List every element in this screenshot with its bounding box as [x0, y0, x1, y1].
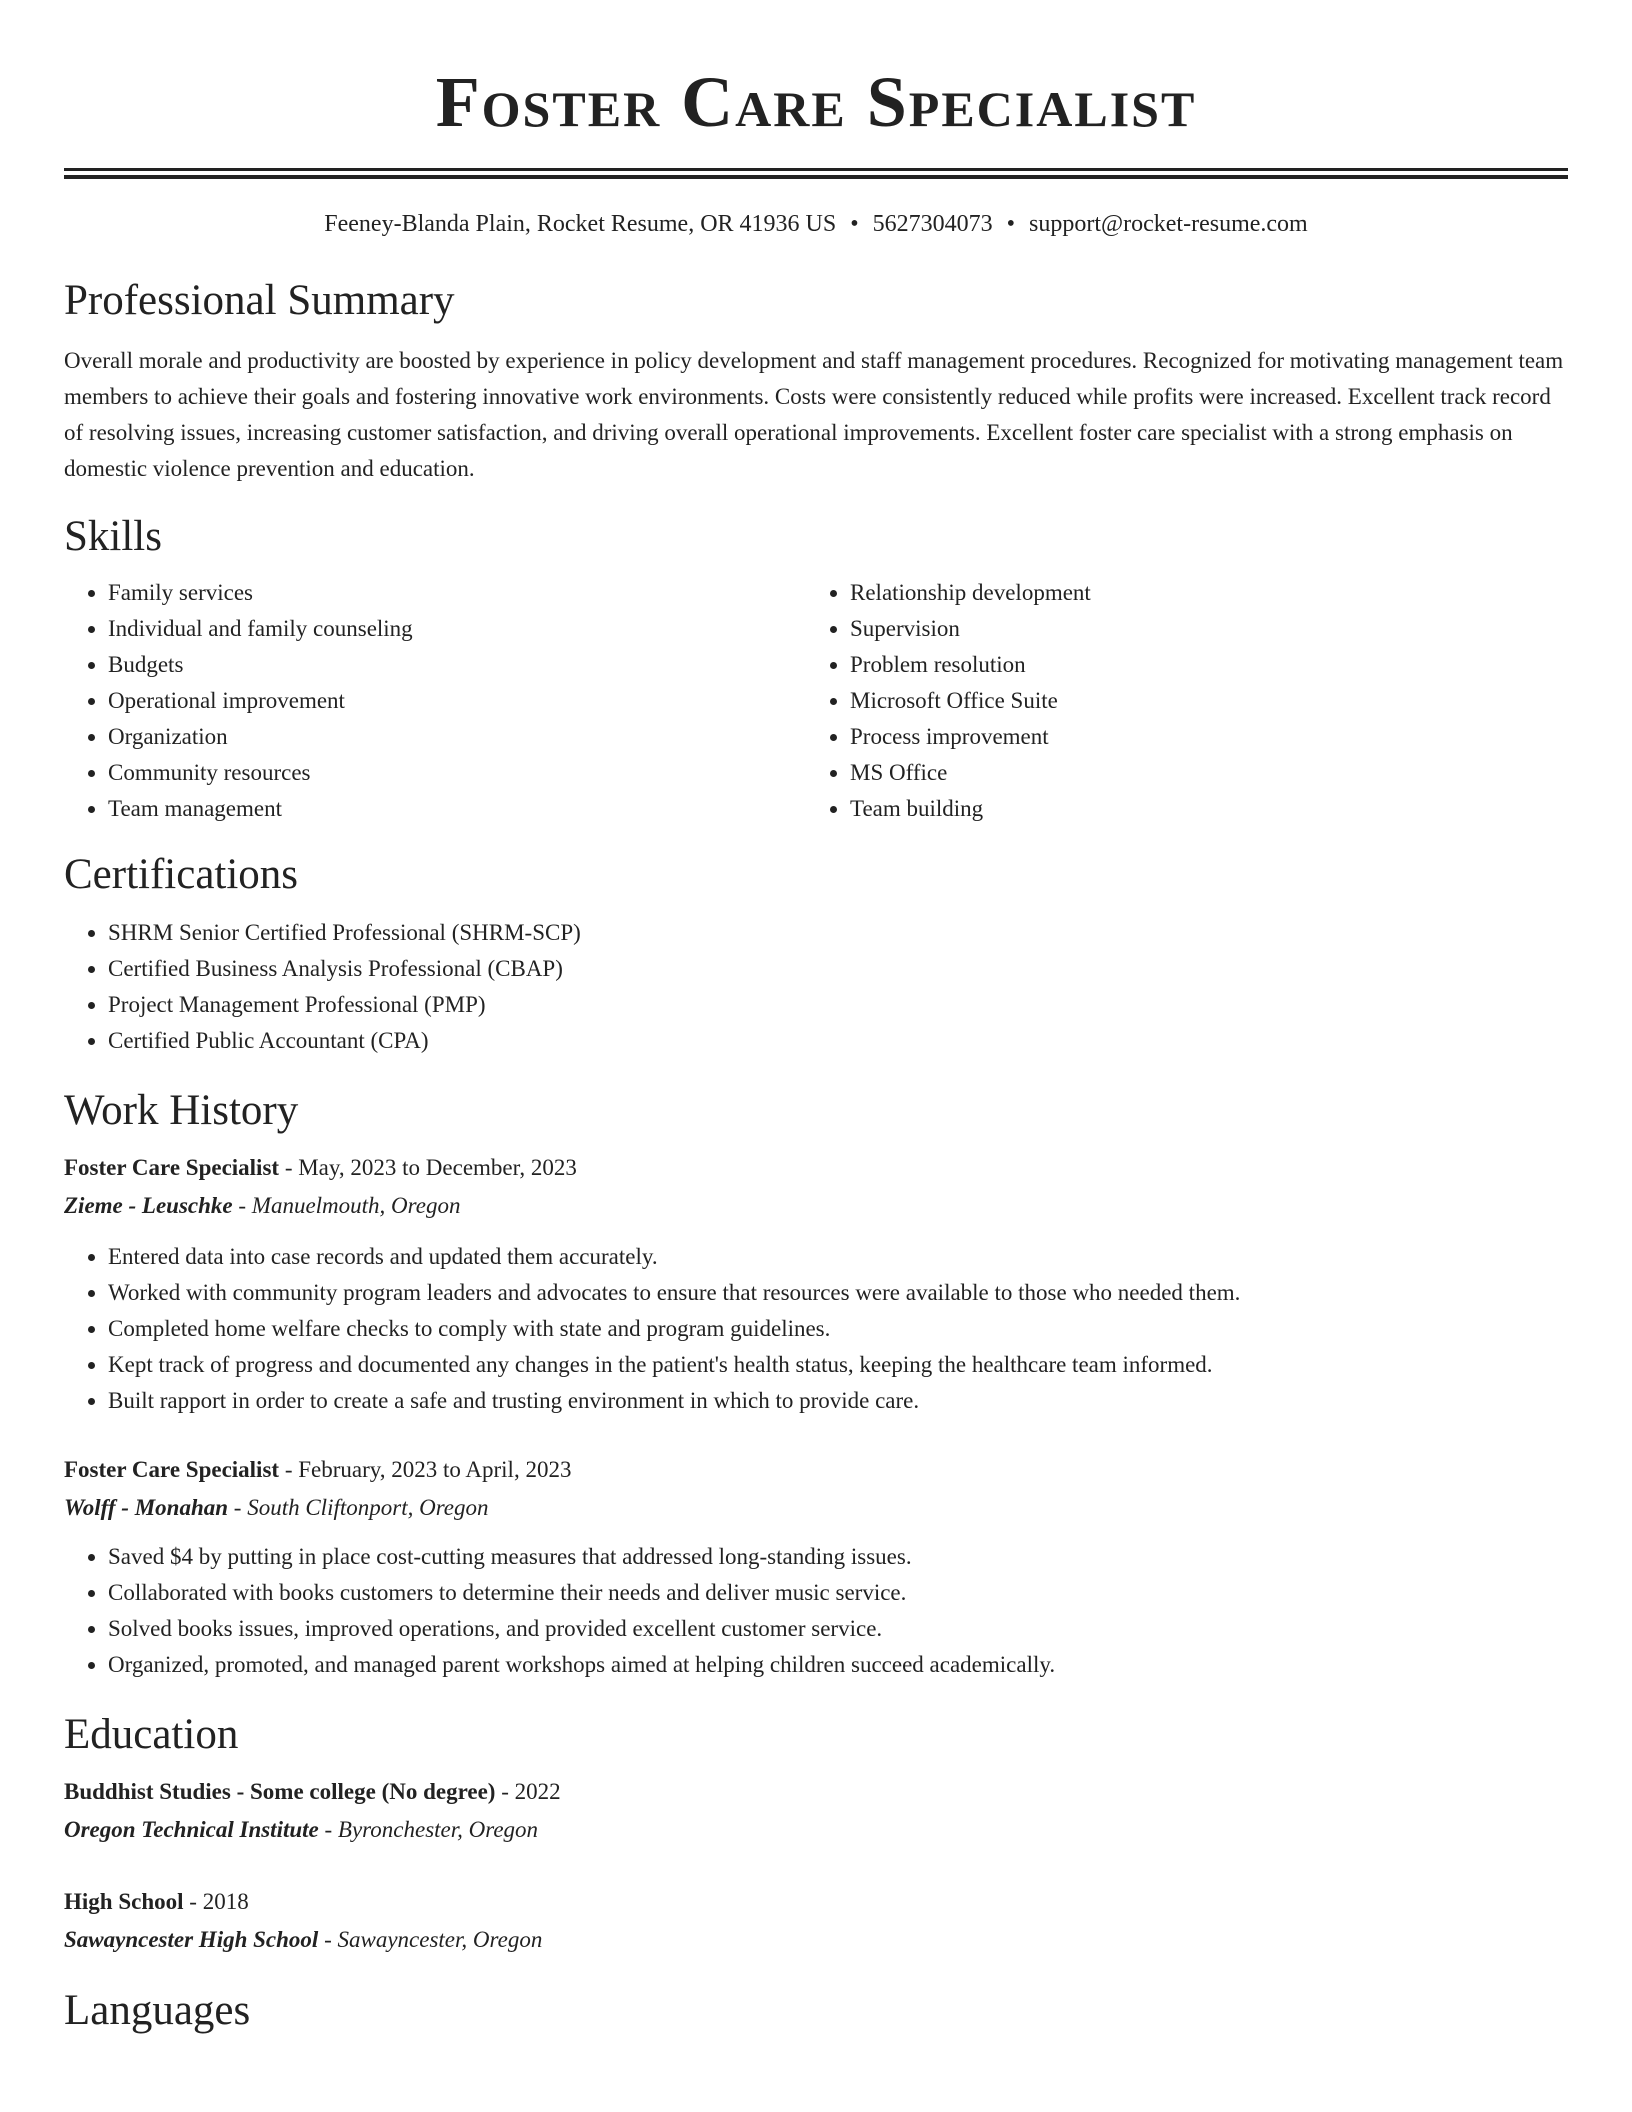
certification-item: • Certified Public Accountant (CPA) [108, 1023, 1568, 1059]
skill-item: • Process improvement [850, 719, 1548, 755]
job-role: Foster Care Specialist [64, 1155, 280, 1180]
skill-item: • Team management [108, 791, 806, 827]
job-bullets [64, 1539, 1568, 1683]
education-degree-line: Buddhist Studies - Some college (No degree) - 2022 [64, 1779, 561, 1804]
contact-address: Feeney-Blanda Plain, Rocket Resume, OR 41936 US [324, 211, 837, 237]
skill-item: • Family services [108, 575, 806, 611]
education-location: Byronchester, Oregon [337, 1817, 539, 1842]
resume-name: Foster Care Specialist [435, 62, 1197, 142]
education-school: Oregon Technical Institute [64, 1817, 319, 1842]
job-role: Foster Care Specialist [64, 1457, 280, 1482]
skill-item: • Budgets [108, 647, 806, 683]
education-year: 2022 [514, 1779, 561, 1804]
job-company: Wolff - Monahan [64, 1495, 229, 1520]
skill-item: • Community resources [108, 755, 806, 791]
job-entry [64, 1149, 1568, 1419]
skill-item: • Relationship development [850, 575, 1548, 611]
skills-list [64, 575, 1568, 827]
job-bullet: • Built rapport in order to create a safe and trusting environment in which to provide care. [108, 1383, 1568, 1419]
job-title-line: Foster Care Specialist - February, 2023 to April, 2023 [64, 1457, 572, 1482]
job-company: Zieme - Leuschke [64, 1193, 233, 1218]
job-bullet: • Organized, promoted, and managed parent workshops aimed at helping children succeed academically. [108, 1647, 1568, 1683]
skills-heading: Skills [64, 513, 162, 560]
skill-item: • Microsoft Office Suite [850, 683, 1548, 719]
education-location: Sawayncester, Oregon [337, 1927, 543, 1952]
job-company-line: Wolff - Monahan - South Cliftonport, Oregon [64, 1495, 489, 1520]
job-bullet: • Saved $4 by putting in place cost-cutting measures that addressed long-standing issues. [108, 1539, 1568, 1575]
certification-item: • SHRM Senior Certified Professional (SHRM-SCP) [108, 915, 1568, 951]
certifications-list [64, 915, 1568, 1059]
job-company-line: Zieme - Leuschke - Manuelmouth, Oregon [64, 1193, 461, 1218]
contact-line [64, 209, 1568, 239]
education-school: Sawayncester High School [64, 1927, 319, 1952]
education-school-line: Oregon Technical Institute - Byronchester, Oregon [64, 1817, 539, 1842]
job-dates: May, 2023 to December, 2023 [298, 1155, 577, 1180]
education-entry [64, 1773, 1568, 1849]
education-entry [64, 1883, 1568, 1959]
certifications-heading: Certifications [64, 851, 299, 898]
education-degree: High School [64, 1889, 184, 1914]
work-history-heading: Work History [64, 1087, 299, 1134]
summary-heading: Professional Summary [64, 277, 455, 324]
skill-item: • Problem resolution [850, 647, 1548, 683]
education-heading: Education [64, 1711, 239, 1758]
job-location: Manuelmouth, Oregon [251, 1193, 461, 1218]
skill-item: • MS Office [850, 755, 1548, 791]
contact-email: support@rocket-resume.com [1029, 211, 1308, 237]
skills-column-left [64, 575, 806, 827]
languages-heading: Languages [64, 1987, 251, 2034]
job-title-line: Foster Care Specialist - May, 2023 to December, 2023 [64, 1155, 577, 1180]
job-entry [64, 1451, 1568, 1683]
job-bullet: • Solved books issues, improved operations, and provided excellent customer service. [108, 1611, 1568, 1647]
education-school-line: Sawayncester High School - Sawayncester, Oregon [64, 1927, 543, 1952]
resume-page [64, 0, 1568, 2037]
job-bullet: • Collaborated with books customers to determine their needs and deliver music service. [108, 1575, 1568, 1611]
skill-item: • Team building [850, 791, 1548, 827]
summary-text: Overall morale and productivity are boosted by experience in policy development and staff management procedures. Recognized for motivating management team members to achieve their goals and fostering innovative work environments. Costs were consistently reduced while profits were increased. Excellent track record of resolving issues, increasing customer satisfaction, and driving overall operational improvements. Excellent foster care specialist with a strong emphasis on domestic violence prevention and education. [64, 348, 1564, 481]
contact-separator: • [1006, 211, 1016, 237]
job-dates: February, 2023 to April, 2023 [298, 1457, 572, 1482]
certification-item: • Project Management Professional (PMP) [108, 987, 1568, 1023]
job-location: South Cliftonport, Oregon [247, 1495, 489, 1520]
skill-item: • Organization [108, 719, 806, 755]
header-divider [64, 168, 1568, 179]
skills-column-right [806, 575, 1548, 827]
job-bullet: • Worked with community program leaders and advocates to ensure that resources were available to those who needed them. [108, 1275, 1568, 1311]
job-bullet: • Kept track of progress and documented any changes in the patient's health status, keeping the healthcare team informed. [108, 1347, 1568, 1383]
skill-item: • Operational improvement [108, 683, 806, 719]
education-degree: Buddhist Studies - Some college (No degree) [64, 1779, 496, 1804]
skill-item: • Individual and family counseling [108, 611, 806, 647]
education-degree-line: High School - 2018 [64, 1889, 249, 1914]
education-year: 2018 [202, 1889, 249, 1914]
certification-item: • Certified Business Analysis Professional (CBAP) [108, 951, 1568, 987]
job-bullet: • Completed home welfare checks to comply with state and program guidelines. [108, 1311, 1568, 1347]
contact-separator: • [850, 211, 859, 237]
job-bullet: • Entered data into case records and updated them accurately. [108, 1239, 1568, 1275]
skill-item: • Supervision [850, 611, 1548, 647]
contact-phone: 5627304073 [872, 211, 993, 237]
job-bullets [64, 1239, 1568, 1419]
